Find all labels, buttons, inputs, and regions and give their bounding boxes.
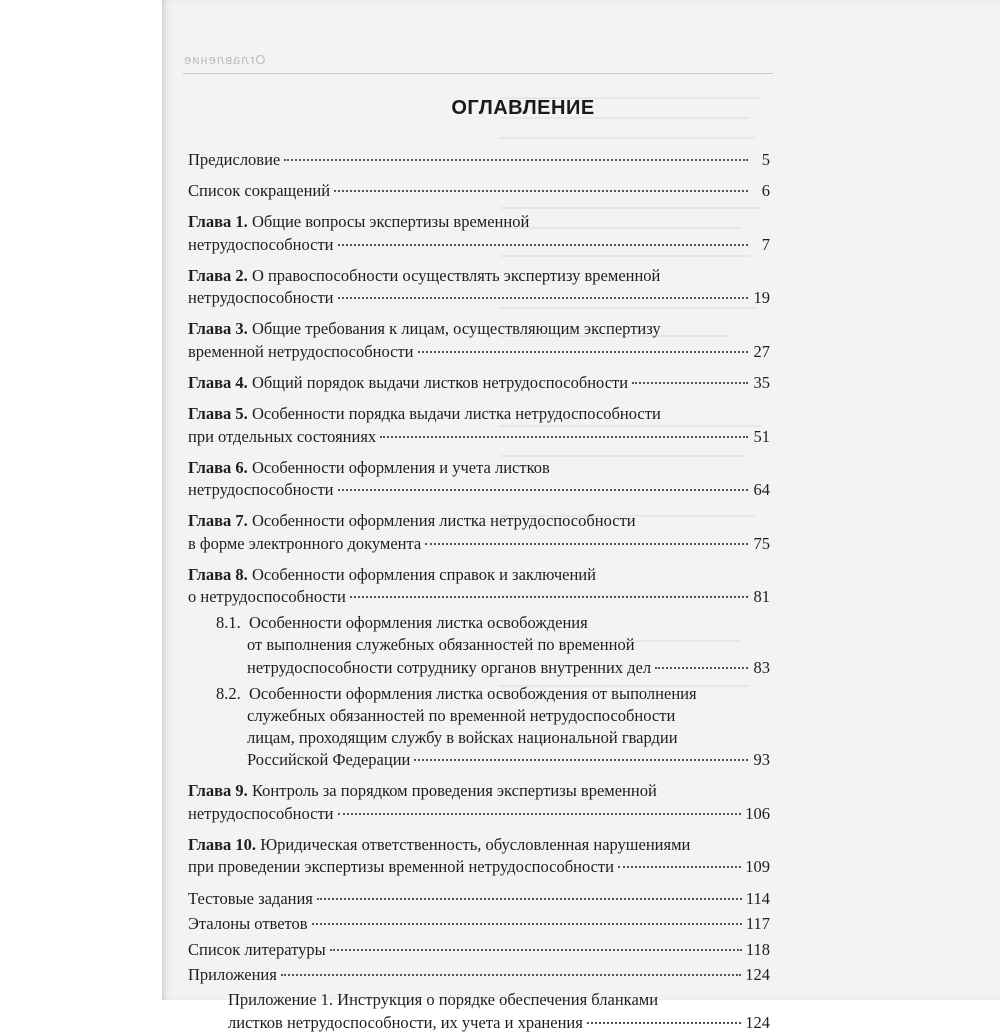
toc-entry-chapter-6[interactable] — [188, 457, 770, 502]
toc-entry-answers[interactable] — [188, 913, 770, 936]
page-number: 109 — [745, 857, 770, 876]
entry-title-line-1: Общие требования к лицам, осуществляющим экспертизу — [251, 319, 661, 338]
toc-entry-chapter-1[interactable] — [188, 211, 770, 256]
entry-title-line-2: нетрудоспособности — [188, 288, 334, 307]
dot-leader — [334, 176, 748, 193]
toc-entry-chapter-2[interactable] — [188, 265, 770, 310]
entry-title-line-1: Особенности оформления листка нетрудоспособности — [251, 511, 636, 530]
entry-title-line-2: при отдельных состояниях — [188, 426, 377, 446]
entry-title-line-1: О правоспособности осуществлять экспертизу временной — [251, 265, 661, 285]
toc-entry-chapter-10[interactable] — [188, 834, 770, 879]
toc-entry-tests[interactable] — [188, 887, 770, 910]
toc-entry-chapter-9[interactable] — [188, 780, 770, 825]
entry-title-line-4: Российской Федерации — [247, 750, 411, 769]
dot-leader — [618, 852, 741, 869]
toc-entry-appendices[interactable] — [188, 964, 770, 987]
entry-title-line-1: Особенности порядка выдачи листка нетрудоспособности — [251, 404, 661, 423]
entry-title-line-2: нетрудоспособности — [188, 803, 334, 823]
chapter-number: Глава 1. — [188, 212, 248, 231]
chapter-number: Глава 3. — [188, 319, 248, 338]
section-number: 8.2. — [216, 683, 241, 703]
chapter-number: Глава 8. — [188, 564, 248, 584]
chapter-number: Глава 2. — [188, 265, 248, 285]
toc-entry-appendix-1[interactable] — [228, 989, 770, 1034]
page-title: ОГЛАВЛЕНИЕ — [451, 97, 595, 119]
entry-title-line-1: Контроль за порядком проведения экспертизы временной — [251, 781, 657, 800]
entry-title-line-2: в форме электронного документа — [188, 533, 422, 553]
page-number: 93 — [753, 750, 770, 769]
page-number: 83 — [753, 657, 770, 677]
page-number: 118 — [745, 939, 770, 959]
dot-leader — [587, 1007, 741, 1024]
dot-leader — [418, 336, 749, 353]
dot-leader — [317, 883, 742, 900]
chapter-number: Глава 7. — [188, 511, 248, 530]
dot-leader — [350, 582, 748, 599]
toc-entry-chapter-5[interactable] — [188, 403, 770, 448]
dot-leader — [281, 960, 741, 977]
dot-leader — [338, 283, 748, 300]
entry-title-line-1: Особенности оформления справок и заключений — [251, 564, 596, 584]
page-number: 51 — [753, 426, 770, 446]
page-number: 124 — [745, 965, 770, 984]
page-number: 81 — [753, 587, 770, 606]
entry-label: Приложения — [188, 965, 277, 984]
dot-leader — [425, 528, 748, 545]
bleed-through-header-text: Оглавление — [183, 52, 266, 67]
toc-entry-literature[interactable] — [188, 938, 770, 961]
entry-title-line-1: Приложение 1. Инструкция о порядке обеспечения бланками — [228, 990, 659, 1009]
dot-leader — [414, 745, 748, 762]
toc-entry-preface[interactable] — [188, 148, 770, 171]
page-number: 106 — [745, 803, 770, 823]
table-of-contents — [188, 148, 770, 1034]
toc-entry-section-8-1[interactable] — [216, 612, 770, 679]
entry-title-line-1: Особенности оформления и учета листков — [251, 457, 550, 477]
section-number: 8.1. — [216, 613, 241, 632]
entry-title-line-2: нетрудоспособности — [188, 234, 334, 254]
entry-title-line-2: служебных обязанностей по временной нетрудоспособности — [247, 705, 676, 725]
toc-entry-chapter-8[interactable] — [188, 564, 770, 609]
toc-entry-chapter-4[interactable] — [188, 372, 770, 395]
entry-title-line-2: от выполнения служебных обязанностей по временной — [247, 635, 635, 654]
dot-leader — [312, 909, 742, 926]
page-number: 114 — [745, 888, 770, 908]
entry-title-line-2: временной нетрудоспособности — [188, 341, 414, 361]
dot-leader — [338, 798, 742, 815]
entry-title-line-1: Общие вопросы экспертизы временной — [251, 212, 530, 231]
page-number: 35 — [753, 373, 770, 392]
dot-leader — [338, 475, 748, 492]
entry-title-line-2: при проведении экспертизы временной нетрудоспособности — [188, 857, 614, 876]
chapter-number: Глава 5. — [188, 404, 248, 423]
entry-title-line-2: нетрудоспособности — [188, 480, 334, 499]
entry-label: Предисловие — [188, 149, 281, 169]
page-number: 6 — [761, 181, 770, 200]
dot-leader — [655, 652, 748, 669]
page-number: 19 — [753, 288, 770, 307]
page-number: 117 — [745, 914, 770, 933]
chapter-number: Глава 10. — [188, 834, 257, 854]
entry-title-line-1: Особенности оформления листка освобождения от выполнения — [249, 683, 697, 703]
entry-title-line-3: лицам, проходящим службу в войсках национальной гвардии — [247, 727, 678, 747]
entry-label: Список литературы — [188, 939, 326, 959]
dot-leader — [284, 144, 748, 161]
toc-entry-abbreviations[interactable] — [188, 180, 770, 203]
entry-title-line-1: Общий порядок выдачи листков нетрудоспособности — [251, 373, 629, 392]
page-number: 5 — [761, 149, 770, 169]
dot-leader — [380, 421, 748, 438]
chapter-number: Глава 6. — [188, 457, 248, 477]
toc-entry-chapter-7[interactable] — [188, 510, 770, 555]
entry-label: Эталоны ответов — [188, 914, 308, 933]
entry-title-line-3: нетрудоспособности сотруднику органов внутренних дел — [247, 657, 652, 677]
dot-leader — [330, 934, 742, 951]
dot-leader — [338, 229, 748, 246]
chapter-number: Глава 4. — [188, 373, 248, 392]
page-number: 7 — [761, 234, 770, 254]
entry-title-line-2: о нетрудоспособности — [188, 587, 346, 606]
entry-label: Список сокращений — [188, 181, 331, 200]
toc-entry-section-8-2[interactable] — [216, 683, 770, 772]
toc-entry-chapter-3[interactable] — [188, 318, 770, 363]
entry-title-line-1: Особенности оформления листка освобождения — [249, 613, 588, 632]
page-number: 27 — [753, 341, 770, 361]
bleed-through-header — [183, 52, 773, 74]
page-number: 124 — [745, 1012, 770, 1032]
page-number: 75 — [753, 533, 770, 553]
entry-title-line-2: листков нетрудоспособности, их учета и хранения — [228, 1012, 583, 1032]
chapter-number: Глава 9. — [188, 781, 248, 800]
dot-leader — [632, 368, 748, 385]
entry-title-line-1: Юридическая ответственность, обусловленная нарушениями — [260, 834, 691, 854]
page-number: 64 — [753, 480, 770, 499]
entry-label: Тестовые задания — [188, 888, 313, 908]
